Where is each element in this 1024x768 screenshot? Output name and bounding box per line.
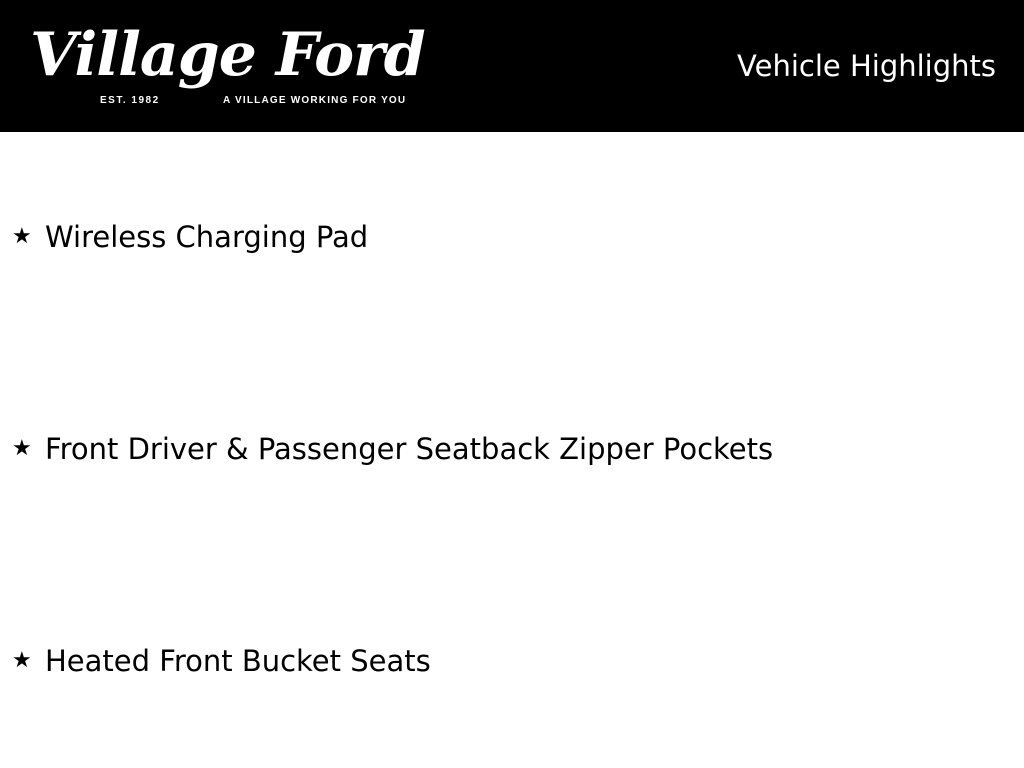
highlight-item bbox=[12, 429, 773, 469]
highlight-label: Wireless Charging Pad bbox=[45, 220, 369, 254]
star-icon: ★ bbox=[12, 436, 32, 461]
star-icon: ★ bbox=[12, 648, 32, 673]
highlight-item bbox=[12, 641, 431, 681]
star-icon: ★ bbox=[12, 224, 32, 249]
logo-established: EST. 1982 bbox=[100, 95, 160, 106]
highlight-label: Front Driver & Passenger Seatback Zipper Pockets bbox=[45, 432, 774, 466]
header-bar bbox=[0, 0, 1024, 132]
logo-tagline: A VILLAGE WORKING FOR YOU bbox=[223, 95, 407, 106]
logo-wordmark: Village Ford bbox=[30, 20, 425, 90]
highlights-list bbox=[0, 132, 1024, 768]
page-title: Vehicle Highlights bbox=[737, 49, 996, 83]
village-ford-logo bbox=[30, 18, 460, 114]
highlight-label: Heated Front Bucket Seats bbox=[45, 644, 431, 678]
highlight-item bbox=[12, 217, 368, 257]
